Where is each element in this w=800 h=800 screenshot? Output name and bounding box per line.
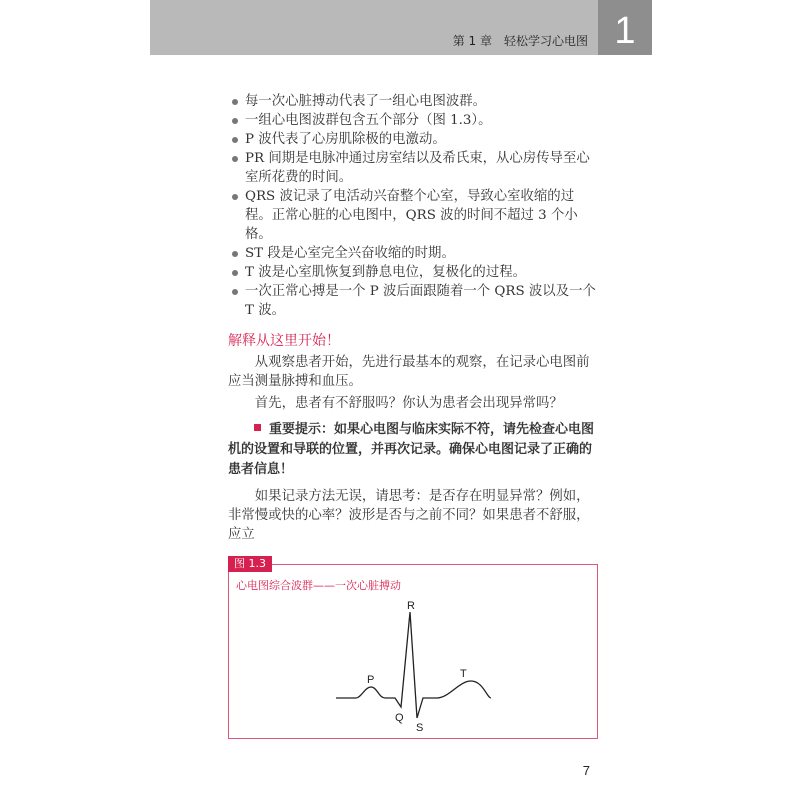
note-text: 重要提示：如果心电图与临床实际不符，请先检查心电图机的设置和导联的位置，并再次记录。确保心电图记录了正确的患者信息！ bbox=[228, 422, 595, 477]
page-number: 7 bbox=[582, 763, 590, 778]
list-item: 每一次心脏搏动代表了一组心电图波群。 bbox=[228, 92, 598, 111]
body-text bbox=[228, 92, 598, 544]
paragraph: 如果记录方法无误，请思考：是否存在明显异常？例如，非常慢或快的心率？波形是否与之前不同？如果患者不舒服，应立 bbox=[228, 489, 590, 542]
q-label: Q bbox=[395, 712, 404, 724]
ecg-complex-diagram bbox=[229, 565, 597, 738]
content-column bbox=[228, 0, 598, 798]
chapter-title: 第 1 章 轻松学习心电图 bbox=[452, 34, 588, 48]
t-label: T bbox=[460, 668, 467, 680]
paragraph: 从观察患者开始，先进行最基本的观察，在记录心电图前应当测量脉搏和血压。 bbox=[228, 355, 590, 389]
important-note bbox=[228, 420, 598, 480]
list-item: ST 段是心室完全兴奋收缩的时期。 bbox=[228, 244, 598, 263]
list-item: PR 间期是电脉冲通过房室结以及希氏束，从心房传导至心室所花费的时间。 bbox=[228, 149, 598, 187]
list-item: 一组心电图波群包含五个部分（图 1.3）。 bbox=[228, 111, 598, 130]
p-label: P bbox=[367, 674, 375, 686]
list-item: QRS 波记录了电活动兴奋整个心室，导致心室收缩的过程。正常心脏的心电图中，QRS 波的时间不超过 3 个小格。 bbox=[228, 187, 598, 244]
paragraph: 首先，患者有不舒服吗？你认为患者会出现异常吗？ bbox=[254, 396, 563, 411]
s-label: S bbox=[416, 722, 424, 734]
figure-tag: 图 1.3 bbox=[228, 556, 272, 572]
figure-1-3 bbox=[228, 557, 598, 739]
section-heading: 解释从这里开始！ bbox=[228, 333, 340, 349]
square-bullet-icon bbox=[254, 424, 261, 431]
chapter-number: 1 bbox=[598, 0, 652, 55]
bullet-list bbox=[228, 92, 598, 320]
figure-title: 心电图综合波群——一次心脏搏动 bbox=[236, 579, 401, 592]
list-item: P 波代表了心房肌除极的电激动。 bbox=[228, 130, 598, 149]
ecg-waveform bbox=[336, 612, 491, 718]
list-item: 一次正常心搏是一个 P 波后面跟随着一个 QRS 波以及一个 T 波。 bbox=[228, 282, 598, 320]
r-label: R bbox=[407, 600, 415, 612]
list-item: T 波是心室肌恢复到静息电位，复极化的过程。 bbox=[228, 263, 598, 282]
